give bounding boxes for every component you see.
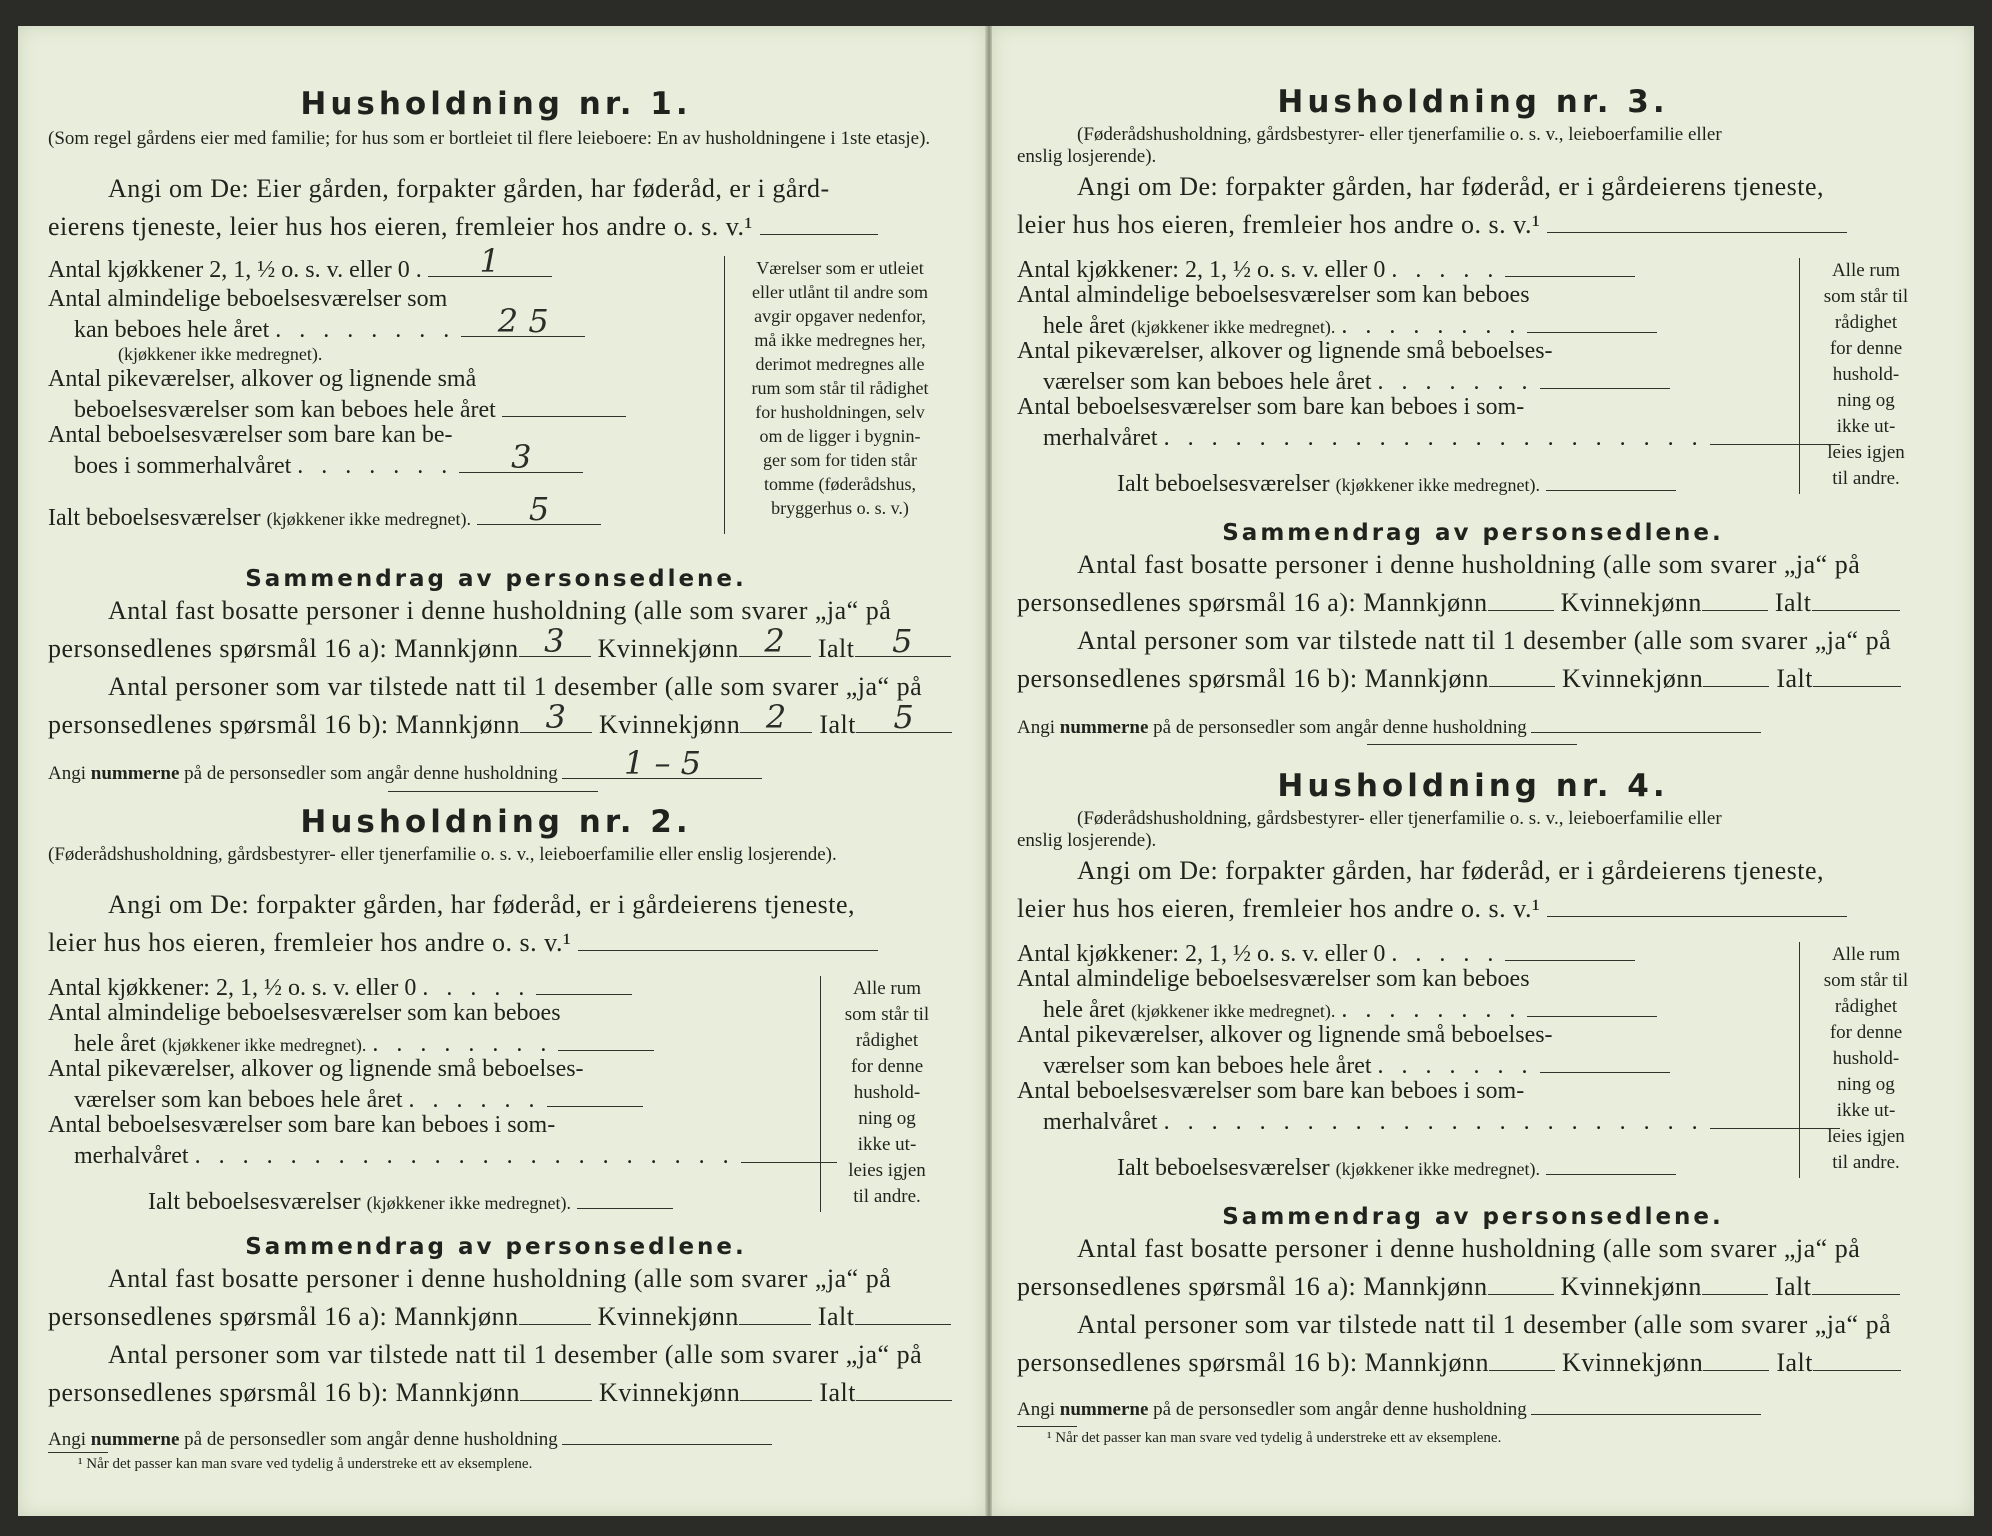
household-2-angi-text: leier hus hos eieren, fremleier hos andre o. s. v.¹ [48, 928, 572, 957]
side-note-line: derimot medregnes alle [755, 354, 925, 374]
household-3-maid-rooms-line1: Antal pikeværelser, alkover og lignende små beboelses- [1017, 338, 1553, 364]
numbers-label-b: nummerne [1059, 717, 1149, 738]
household-3-summer-rooms-line2: merhalvåret . . . . . . . . . . . . . . . . . . . . . . . [1017, 422, 1929, 452]
side-note-line: ning og [1837, 1074, 1895, 1095]
household-1-summer-rooms-line1: Antal beboelsesværelser som bare kan be- [48, 422, 453, 448]
household-1-present-total-value: 5 [893, 698, 915, 736]
household-3-total-rooms-label: Ialt beboelsesværelser [1117, 471, 1330, 497]
side-note-line: til andre. [853, 1186, 921, 1207]
numbers-label-b: nummerne [90, 763, 180, 784]
household-4-numbers-row [1017, 1392, 1929, 1421]
side-note-line: Alle rum [852, 978, 922, 999]
household-3-angi-line1: Angi om De: forpakter gården, har føderåd, er i gårdeierens tjeneste, [1077, 172, 1825, 201]
household-2-summer-rooms-line1: Antal beboelsesværelser som bare kan beboes i som- [48, 1112, 556, 1138]
household-3-resident-total-field[interactable] [1812, 588, 1900, 611]
household-2-ordinary-rooms-note: (kjøkkener ikke medregnet). [161, 1035, 367, 1055]
household-3-maid-rooms-line2: værelser som kan beboes hele året . . . . . . . [1017, 366, 1929, 396]
left-page-content [48, 26, 944, 1516]
household-1-angi-text: eierens tjeneste, leier hus hos eieren, fremleier hos andre o. s. v.¹ [48, 212, 753, 241]
household-2-total-rooms-row [48, 1186, 944, 1216]
household-1-total-rooms-note: (kjøkkener ikke medregnet). [266, 509, 472, 529]
household-3-total-rooms-note: (kjøkkener ikke medregnet). [1335, 475, 1541, 495]
household-3-ordinary-rooms-note: (kjøkkener ikke medregnet). [1130, 317, 1336, 337]
side-note-line: for denne [850, 1056, 924, 1077]
footnote-rule [48, 1452, 108, 1453]
side-note-line: Alle rum [1831, 260, 1901, 281]
side-note-line: ikke ut- [1836, 1100, 1896, 1121]
household-4-ordinary-rooms-field[interactable] [1527, 994, 1657, 1017]
right-page-content [1017, 26, 1929, 1516]
household-3-resident-female-label: Kvinnekjønn [1560, 588, 1702, 617]
household-4-note-line2: enslig losjerende). [1017, 830, 1157, 851]
household-4-resident-male-field[interactable] [1488, 1272, 1554, 1295]
side-note-line: rådighet [855, 1030, 919, 1051]
household-3-status-field[interactable] [1547, 210, 1847, 233]
household-1-ordinary-rooms-note: (kjøkkener ikke medregnet). [118, 344, 323, 364]
household-3-maid-rooms-text: værelser som kan beboes hele året [1043, 369, 1372, 395]
household-1-numbers-value: 1 – 5 [623, 744, 702, 782]
household-2-numbers-row [48, 1422, 944, 1451]
household-4-total-rooms-label: Ialt beboelsesværelser [1117, 1155, 1330, 1181]
household-3-present-text: personsedlenes spørsmål 16 b): Mannkjønn [1017, 664, 1490, 693]
household-2-summer-rooms-text: merhalvåret [74, 1143, 189, 1169]
household-4-kitchens-row: Antal kjøkkener: 2, 1, ½ o. s. v. eller 0 . . . . . [1017, 938, 1929, 968]
household-3-present-total-label: Ialt [1776, 664, 1813, 693]
side-note-line: ning og [858, 1108, 916, 1129]
household-1-kitchens-field[interactable] [428, 242, 552, 280]
household-1-resident-total-label: Ialt [817, 634, 855, 663]
household-3-present-total-field[interactable] [1813, 664, 1901, 687]
side-note-line: for denne [1829, 1022, 1903, 1043]
side-note-line: som står til [1823, 970, 1909, 991]
household-1-numbers-field[interactable] [562, 744, 762, 782]
household-3-present-male-field[interactable] [1489, 664, 1555, 687]
household-4-maid-rooms-field[interactable] [1540, 1050, 1670, 1073]
household-3-resident-text: personsedlenes spørsmål 16 a): Mannkjønn [1017, 588, 1488, 617]
side-note-line: avgir opgaver nedenfor, [754, 306, 926, 326]
household-3-total-rooms-row [1017, 468, 1929, 498]
household-4-present-female-field[interactable] [1703, 1348, 1769, 1371]
household-4-ordinary-rooms-line2: hele året (kjøkkener ikke medregnet). . . . . . . . . [1017, 994, 1929, 1024]
side-note-line: eller utlånt til andre som [752, 282, 928, 302]
household-2-status-field[interactable] [578, 928, 878, 951]
household-3-ordinary-rooms-text: hele året [1043, 313, 1125, 339]
household-2-resident-line1: Antal fast bosatte personer i denne husholdning (alle som svarer „ja“ på [108, 1264, 892, 1293]
household-2-resident-female-label: Kvinnekjønn [597, 1302, 739, 1331]
household-2-total-rooms-label: Ialt beboelsesværelser [148, 1189, 361, 1215]
numbers-label-c: på de personsedler som angår denne husholdning [1153, 1399, 1527, 1420]
household-4-resident-female-label: Kvinnekjønn [1560, 1272, 1702, 1301]
household-2-maid-rooms-field[interactable] [547, 1084, 643, 1107]
footnote-rule [1017, 1426, 1077, 1427]
numbers-label-c: på de personsedler som angår denne husholdning [184, 763, 558, 784]
household-1-present-female-label: Kvinnekjønn [599, 710, 741, 739]
household-2-present-total-label: Ialt [819, 1378, 856, 1407]
household-4-total-rooms-note: (kjøkkener ikke medregnet). [1335, 1159, 1541, 1179]
household-1-resident-total-value: 5 [892, 622, 913, 660]
household-1-status-field[interactable] [760, 212, 878, 235]
household-3-numbers-field[interactable] [1531, 710, 1761, 733]
household-4-status-field[interactable] [1547, 894, 1847, 917]
household-4-present-line1: Antal personer som var tilstede natt til 1 desember (alle som svarer „ja“ på [1077, 1310, 1892, 1339]
household-2-present-line1: Antal personer som var tilstede natt til 1 desember (alle som svarer „ja“ på [108, 1340, 923, 1369]
household-1-total-rooms-label: Ialt beboelsesværelser [48, 505, 261, 531]
household-1-total-rooms-value: 5 [528, 490, 550, 528]
household-3-summary-title: Sammendrag av personsedlene. [1222, 520, 1724, 546]
household-3-resident-line1: Antal fast bosatte personer i denne husholdning (alle som svarer „ja“ på [1077, 550, 1861, 579]
household-4-resident-line1: Antal fast bosatte personer i denne husholdning (alle som svarer „ja“ på [1077, 1234, 1861, 1263]
section-divider [1367, 744, 1577, 745]
numbers-label-b: nummerne [90, 1429, 180, 1450]
numbers-label-c: på de personsedler som angår denne husholdning [184, 1429, 558, 1450]
household-1-present-male-value: 3 [545, 698, 567, 736]
household-1-resident-male-value: 3 [544, 622, 566, 660]
household-1-resident-female-value: 2 [764, 622, 786, 660]
household-2-kitchens-text: Antal kjøkkener: 2, 1, ½ o. s. v. eller 0 [48, 975, 417, 1001]
side-note-line: for husholdningen, selv [755, 402, 925, 422]
household-4-ordinary-rooms-line1: Antal almindelige beboelsesværelser som kan beboes [1017, 966, 1530, 992]
section-divider [388, 791, 598, 792]
side-note-line: ikke ut- [857, 1134, 917, 1155]
household-4-angi-text: leier hus hos eieren, fremleier hos andre o. s. v.¹ [1017, 894, 1541, 923]
household-4-resident-female-field[interactable] [1702, 1272, 1768, 1295]
household-4-total-rooms-field[interactable] [1546, 1152, 1676, 1175]
household-1-ordinary-rooms-line2: kan beboes hele året . . . . . . . . 2 5 [48, 314, 944, 344]
left-page [18, 26, 986, 1516]
household-3-ordinary-rooms-line1: Antal almindelige beboelsesværelser som kan beboes [1017, 282, 1530, 308]
household-3-summer-rooms-line1: Antal beboelsesværelser som bare kan beboes i som- [1017, 394, 1525, 420]
household-4-resident-line2 [1017, 1272, 1929, 1302]
household-1-present-line1: Antal personer som var tilstede natt til 1 desember (alle som svarer „ja“ på [108, 672, 923, 701]
household-4-maid-rooms-line2: værelser som kan beboes hele året . . . . . . . [1017, 1050, 1929, 1080]
numbers-label-a: Angi [1017, 1399, 1055, 1420]
side-note-line: leies igjen [1827, 442, 1905, 463]
side-note-line: tomme (føderådshus, [764, 474, 916, 494]
household-2-side-note [820, 976, 943, 1212]
household-2-summer-rooms-line2: merhalvåret . . . . . . . . . . . . . . . . . . . . . . . [48, 1140, 944, 1170]
household-1-angi-line1: Angi om De: Eier gården, forpakter gården, har føderåd, er i gård- [108, 174, 830, 203]
household-3-resident-line2 [1017, 588, 1929, 618]
household-4-present-text: personsedlenes spørsmål 16 b): Mannkjønn [1017, 1348, 1490, 1377]
household-1-resident-female-label: Kvinnekjønn [597, 634, 739, 663]
household-1-summary-title: Sammendrag av personsedlene. [245, 566, 747, 592]
household-1-numbers-row [48, 744, 944, 785]
side-note-line: om de ligger i bygnin- [759, 426, 921, 446]
left-footnote: ¹ Når det passer kan man svare ved tydelig å understreke ett av eksemplene. [78, 1456, 533, 1472]
household-2-present-text: personsedlenes spørsmål 16 b): Mannkjønn [48, 1378, 521, 1407]
household-1-ordinary-rooms-line1: Antal almindelige beboelsesværelser som [48, 286, 448, 312]
household-1-present-male-field[interactable] [520, 698, 592, 736]
household-2-resident-text: personsedlenes spørsmål 16 a): Mannkjønn [48, 1302, 519, 1331]
household-3-kitchens-row: Antal kjøkkener: 2, 1, ½ o. s. v. eller 0 . . . . . [1017, 254, 1929, 284]
household-1-ordinary-rooms-value: 2 5 [497, 302, 549, 340]
side-note-line: Alle rum [1831, 944, 1901, 965]
household-4-angi-line1: Angi om De: forpakter gården, har føderåd, er i gårdeierens tjeneste, [1077, 856, 1825, 885]
household-2-ordinary-rooms-field[interactable] [558, 1028, 654, 1051]
household-1-present-text: personsedlenes spørsmål 16 b): Mannkjønn [48, 710, 521, 739]
side-note-line: bryggerhus o. s. v.) [771, 498, 909, 518]
household-2-total-rooms-field[interactable] [577, 1186, 673, 1209]
side-note-line: til andre. [1832, 468, 1900, 489]
household-3-present-female-label: Kvinnekjønn [1562, 664, 1704, 693]
household-3-resident-female-field[interactable] [1702, 588, 1768, 611]
household-2-present-female-label: Kvinnekjønn [599, 1378, 741, 1407]
household-3-title: Husholdning nr. 3. [1277, 84, 1669, 120]
side-note-line: til andre. [1832, 1152, 1900, 1173]
household-3-resident-male-field[interactable] [1488, 588, 1554, 611]
household-2-present-line2 [48, 1378, 944, 1408]
household-3-kitchens-text: Antal kjøkkener: 2, 1, ½ o. s. v. eller 0 [1017, 257, 1386, 283]
household-4-summer-rooms-text: merhalvåret [1043, 1109, 1158, 1135]
household-3-total-rooms-field[interactable] [1546, 468, 1676, 491]
household-1-maid-rooms-text: beboelsesværelser som kan beboes hele året [74, 397, 496, 423]
side-note-line: som står til [844, 1004, 930, 1025]
household-4-angi-line2 [1017, 894, 1929, 924]
household-1-total-rooms-field[interactable] [477, 490, 601, 528]
household-2-resident-total-field[interactable] [855, 1302, 951, 1325]
right-footnote: ¹ Når det passer kan man svare ved tydelig å understreke ett av eksemplene. [1047, 1430, 1502, 1446]
household-3-ordinary-rooms-line2: hele året (kjøkkener ikke medregnet). . . . . . . . . [1017, 310, 1929, 340]
household-1-side-note [724, 256, 945, 534]
household-3-present-female-field[interactable] [1703, 664, 1769, 687]
side-note-line: må ikke medregnes her, [754, 330, 926, 350]
household-2-present-male-field[interactable] [520, 1378, 592, 1401]
household-4-kitchens-text: Antal kjøkkener: 2, 1, ½ o. s. v. eller 0 [1017, 941, 1386, 967]
household-2-total-rooms-note: (kjøkkener ikke medregnet). [366, 1193, 572, 1213]
household-1-title: Husholdning nr. 1. [300, 86, 692, 122]
household-3-present-line1: Antal personer som var tilstede natt til 1 desember (alle som svarer „ja“ på [1077, 626, 1892, 655]
household-1-resident-female-field[interactable] [739, 622, 811, 660]
household-2-resident-total-label: Ialt [817, 1302, 855, 1331]
side-note-line: som står til [1823, 286, 1909, 307]
household-3-note-line2: enslig losjerende). [1017, 146, 1157, 167]
household-4-present-total-label: Ialt [1776, 1348, 1813, 1377]
household-2-maid-rooms-line1: Antal pikeværelser, alkover og lignende små beboelses- [48, 1056, 584, 1082]
household-3-resident-total-label: Ialt [1774, 588, 1812, 617]
side-note-line: ger som for tiden står [763, 450, 917, 470]
household-4-maid-rooms-line1: Antal pikeværelser, alkover og lignende små beboelses- [1017, 1022, 1553, 1048]
numbers-label-a: Angi [48, 763, 86, 784]
household-1-present-line2 [48, 698, 944, 740]
household-2-ordinary-rooms-text: hele året [74, 1031, 156, 1057]
side-note-line: Værelser som er utleiet [756, 258, 924, 278]
side-note-line: hushold- [1832, 1048, 1900, 1069]
household-1-summer-rooms-value: 3 [511, 438, 532, 476]
side-note-line: ikke ut- [1836, 416, 1896, 437]
household-4-present-female-label: Kvinnekjønn [1562, 1348, 1704, 1377]
household-1-kitchens-text: Antal kjøkkener 2, 1, ½ o. s. v. eller 0 [48, 257, 410, 283]
household-1-summer-rooms-field[interactable] [459, 438, 583, 476]
household-4-summary-title: Sammendrag av personsedlene. [1222, 1204, 1724, 1230]
household-2-ordinary-rooms-line2: hele året (kjøkkener ikke medregnet). . . . . . . . . [48, 1028, 944, 1058]
household-4-present-male-field[interactable] [1489, 1348, 1555, 1371]
household-3-angi-line2 [1017, 210, 1929, 240]
household-4-summer-rooms-line1: Antal beboelsesværelser som bare kan beboes i som- [1017, 1078, 1525, 1104]
side-note-line: rådighet [1834, 996, 1898, 1017]
numbers-label-a: Angi [1017, 717, 1055, 738]
numbers-label-c: på de personsedler som angår denne husholdning [1153, 717, 1527, 738]
household-4-ordinary-rooms-text: hele året [1043, 997, 1125, 1023]
household-2-resident-male-field[interactable] [519, 1302, 591, 1325]
household-1-resident-male-field[interactable] [519, 622, 591, 660]
household-2-title: Husholdning nr. 2. [300, 804, 692, 840]
household-2-summary-title: Sammendrag av personsedlene. [245, 1234, 747, 1260]
household-1-present-total-field[interactable] [856, 698, 952, 736]
household-4-side-note [1799, 942, 1922, 1178]
household-3-note-line1: (Føderådshusholdning, gårdsbestyrer- eller tjenerfamilie o. s. v., leieboerfamilie eller [1077, 124, 1722, 145]
side-note-line: hushold- [853, 1082, 921, 1103]
household-4-total-rooms-row [1017, 1152, 1929, 1182]
side-note-line: ning og [1837, 390, 1895, 411]
household-1-present-female-field[interactable] [740, 698, 812, 736]
household-3-numbers-row [1017, 710, 1929, 739]
household-1-maid-rooms-field[interactable] [502, 394, 626, 417]
household-4-maid-rooms-text: værelser som kan beboes hele året [1043, 1053, 1372, 1079]
household-1-kitchens-value: 1 [479, 242, 500, 280]
household-2-angi-line1: Angi om De: forpakter gården, har føderåd, er i gårdeierens tjeneste, [108, 890, 856, 919]
numbers-label-a: Angi [48, 1429, 86, 1450]
household-3-angi-text: leier hus hos eieren, fremleier hos andre o. s. v.¹ [1017, 210, 1541, 239]
household-4-title: Husholdning nr. 4. [1277, 768, 1669, 804]
household-1-ordinary-rooms-text: kan beboes hele året [74, 317, 270, 343]
household-1-present-total-label: Ialt [819, 710, 856, 739]
household-4-present-total-field[interactable] [1813, 1348, 1901, 1371]
household-2-present-total-field[interactable] [856, 1378, 952, 1401]
household-2-resident-female-field[interactable] [739, 1302, 811, 1325]
household-1-resident-line1: Antal fast bosatte personer i denne husholdning (alle som svarer „ja“ på [108, 596, 892, 625]
household-2-numbers-field[interactable] [562, 1422, 772, 1445]
household-2-angi-line2 [48, 928, 944, 958]
household-3-summer-rooms-text: merhalvåret [1043, 425, 1158, 451]
household-2-resident-line2 [48, 1302, 944, 1332]
household-1-maid-rooms-line1: Antal pikeværelser, alkover og lignende små [48, 366, 477, 392]
household-1-present-female-value: 2 [765, 698, 787, 736]
numbers-label-b: nummerne [1059, 1399, 1149, 1420]
household-4-note-line1: (Føderådshusholdning, gårdsbestyrer- eller tjenerfamilie o. s. v., leieboerfamilie eller [1077, 808, 1722, 829]
household-1-note: (Som regel gårdens eier med familie; for hus som er bortleiet til flere leieboere: En av husholdningene i 1ste etasje). [48, 128, 931, 149]
household-1-resident-line2 [48, 622, 944, 664]
side-note-line: hushold- [1832, 364, 1900, 385]
household-1-resident-total-field[interactable] [855, 622, 951, 660]
household-1-summer-rooms-line2: boes i sommerhalvåret . . . . . . . 3 [48, 450, 944, 480]
household-2-maid-rooms-text: værelser som kan beboes hele året [74, 1087, 403, 1113]
side-note-line: for denne [1829, 338, 1903, 359]
household-2-note: (Føderådshusholdning, gårdsbestyrer- eller tjenerfamilie o. s. v., leieboerfamilie eller enslig losjerende). [48, 844, 837, 865]
household-3-side-note [1799, 258, 1922, 494]
household-2-present-female-field[interactable] [740, 1378, 812, 1401]
household-3-maid-rooms-field[interactable] [1540, 366, 1670, 389]
household-4-resident-text: personsedlenes spørsmål 16 a): Mannkjønn [1017, 1272, 1488, 1301]
household-3-present-line2 [1017, 664, 1929, 694]
household-2-kitchens-row: Antal kjøkkener: 2, 1, ½ o. s. v. eller 0 . . . . . [48, 972, 944, 1002]
household-4-present-line2 [1017, 1348, 1929, 1378]
household-4-resident-total-label: Ialt [1774, 1272, 1812, 1301]
right-page [992, 26, 1974, 1516]
household-2-ordinary-rooms-line1: Antal almindelige beboelsesværelser som kan beboes [48, 1000, 561, 1026]
side-note-line: rum som står til rådighet [751, 378, 929, 398]
household-2-maid-rooms-line2: værelser som kan beboes hele året . . . . . . [48, 1084, 944, 1114]
household-1-resident-text: personsedlenes spørsmål 16 a): Mannkjønn [48, 634, 519, 663]
household-4-summer-rooms-line2: merhalvåret . . . . . . . . . . . . . . . . . . . . . . . [1017, 1106, 1929, 1136]
household-2-kitchens-field[interactable] [536, 972, 632, 995]
side-note-line: leies igjen [848, 1160, 926, 1181]
household-1-kitchens-row: Antal kjøkkener 2, 1, ½ o. s. v. eller 0 . 1 [48, 254, 944, 284]
household-1-summer-rooms-text: boes i sommerhalvåret [74, 453, 292, 479]
household-4-resident-total-field[interactable] [1812, 1272, 1900, 1295]
household-4-numbers-field[interactable] [1531, 1392, 1761, 1415]
household-1-ordinary-rooms-field[interactable] [461, 302, 585, 340]
side-note-line: leies igjen [1827, 1126, 1905, 1147]
household-3-ordinary-rooms-field[interactable] [1527, 310, 1657, 333]
household-4-kitchens-field[interactable] [1505, 938, 1635, 961]
household-4-ordinary-rooms-note: (kjøkkener ikke medregnet). [1130, 1001, 1336, 1021]
household-3-kitchens-field[interactable] [1505, 254, 1635, 277]
side-note-line: rådighet [1834, 312, 1898, 333]
household-1-angi-line2 [48, 212, 944, 242]
